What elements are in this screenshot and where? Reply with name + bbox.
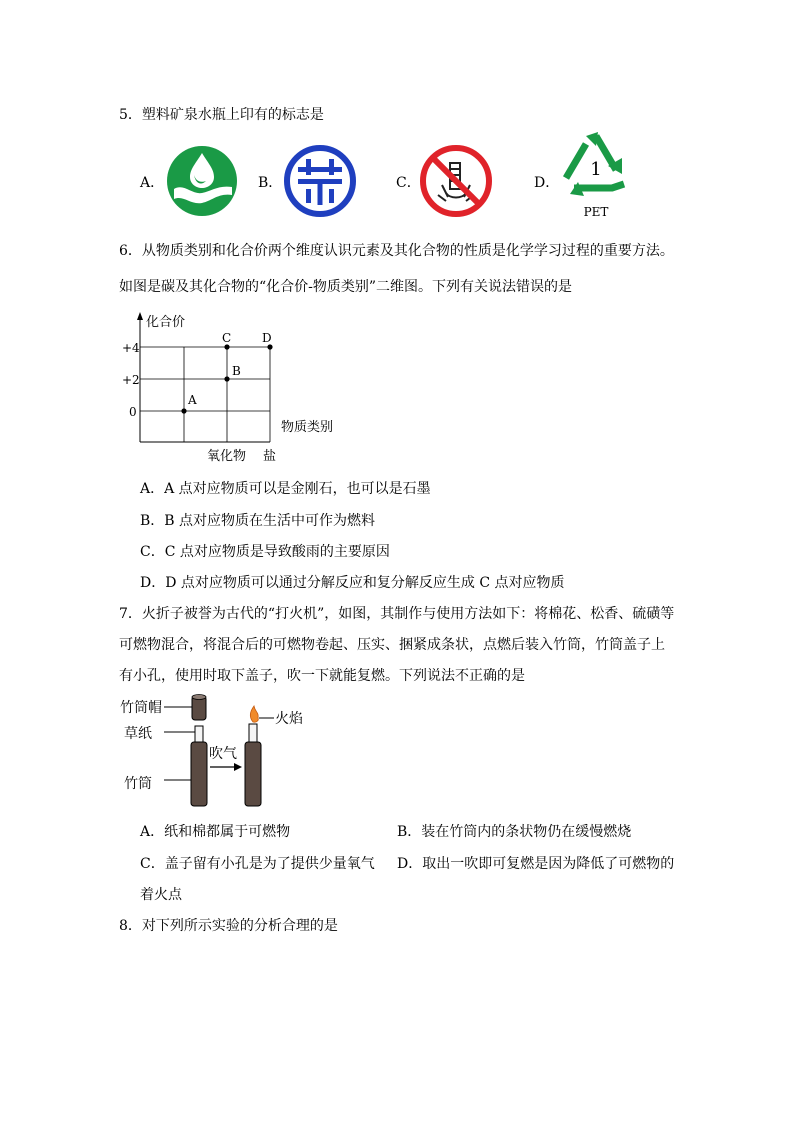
no-firecrackers-sign-icon [420,145,492,217]
q6-option-d: D．D 点对应物质可以通过分解反应和复分解反应生成 C 点对应物质 [140,575,565,591]
q5-stem: 5．塑料矿泉水瓶上印有的标志是 [119,107,324,123]
label-cap: 竹筒帽 [120,700,162,716]
q8-stem: 8．对下列所示实验的分析合理的是 [119,918,338,934]
x-tick-salt: 盐 [263,449,277,464]
valence-category-chart [118,310,358,470]
recycle-pet-icon [556,128,636,220]
y-tick-plus4: +4 [122,341,140,355]
label-paper: 草纸 [124,726,152,742]
q7-stem-line3: 有小孔，使用时取下盖子，吹一下就能复燃。下列说法不正确的是 [119,668,525,684]
q5-option-c-label: C． [396,175,421,191]
label-tube: 竹筒 [124,776,152,792]
point-a-dot [181,408,186,413]
national-emblem-logo-icon [284,145,356,217]
q5-option-b-label: B． [258,175,283,191]
x-axis-label: 物质类别 [281,420,334,435]
fire-starter-figure [118,690,348,815]
recycle-number: 1 [590,159,602,180]
q7-option-b: B．装在竹筒内的条状物仍在缓慢燃烧 [397,824,632,840]
point-b-label: B [232,364,241,378]
q6-option-c: C．C 点对应物质是导致酸雨的主要原因 [140,544,390,560]
q7-option-c: C．盖子留有小孔是为了提供少量氧气 [140,856,375,872]
q7-option-d-line1: D．取出一吹即可复燃是因为降低了可燃物的 [397,856,675,872]
point-c-dot [224,344,229,349]
point-b-dot [224,376,229,381]
label-blow: 吹气 [209,746,237,762]
q7-option-d-line2: 着火点 [140,887,182,903]
label-flame: 火焰 [275,711,303,727]
water-saving-logo-icon [166,145,238,217]
q7-option-a: A．纸和棉都属于可燃物 [140,824,291,840]
q6-stem-line1: 6．从物质类别和化合价两个维度认识元素及其化合物的性质是化学学习过程的重要方法。 [119,243,674,259]
q6-stem-line2: 如图是碳及其化合物的“化合价-物质类别”二维图。下列有关说法错误的是 [119,279,573,295]
point-a-label: A [188,393,197,407]
point-d-dot [267,344,272,349]
x-tick-oxide: 氧化物 [207,449,247,464]
point-c-label: C [222,331,232,345]
q5-option-a-label: A． [140,175,165,191]
recycle-pet-text: PET [583,205,609,219]
q5-option-d-label: D． [534,175,560,191]
q6-option-a: A．A 点对应物质可以是金刚石，也可以是石墨 [140,481,431,497]
q7-stem-line2: 可燃物混合，将混合后的可燃物卷起、压实、捆紧成条状，点燃后装入竹筒，竹筒盖子上 [119,637,665,653]
point-d-label: D [262,331,272,345]
y-tick-0: 0 [129,405,137,419]
q7-stem-line1: 7．火折子被誉为古代的“打火机”，如图，其制作与使用方法如下：将棉花、松香、硫磺等 [119,606,675,622]
y-tick-plus2: +2 [122,373,140,387]
q6-option-b: B．B 点对应物质在生活中可作为燃料 [140,513,376,529]
y-axis-label: 化合价 [146,315,186,330]
flame-icon [250,706,258,722]
